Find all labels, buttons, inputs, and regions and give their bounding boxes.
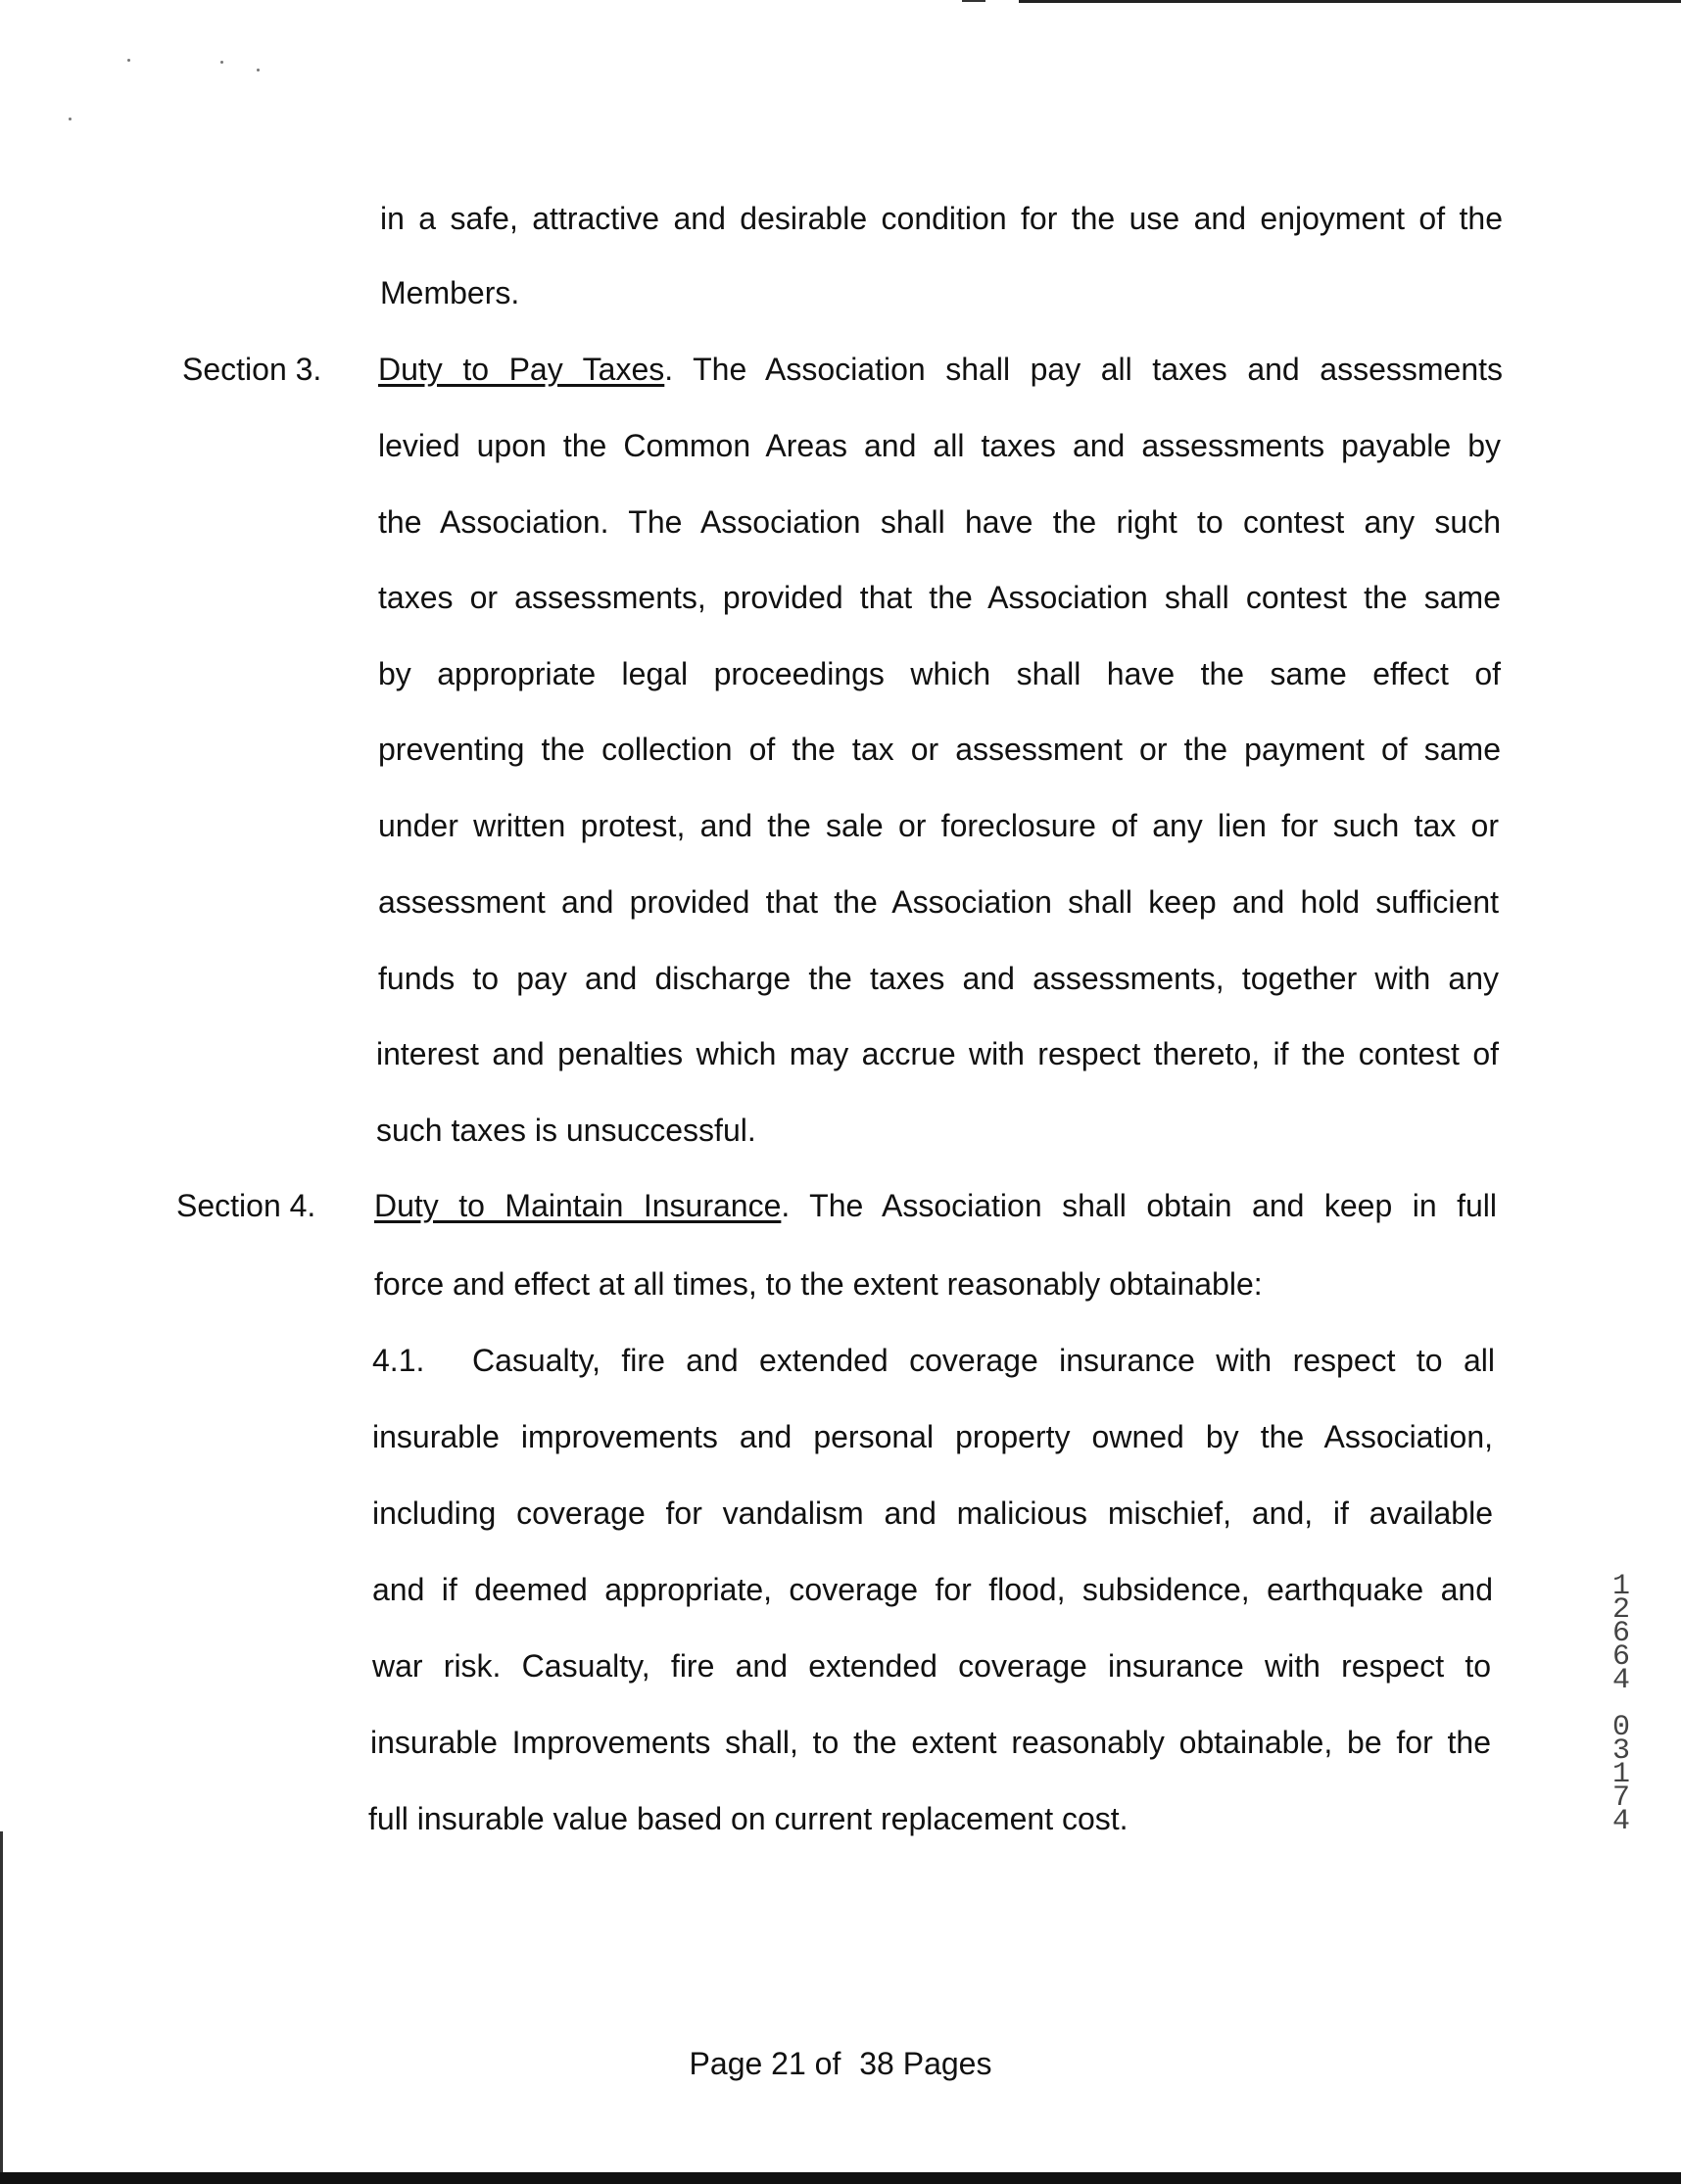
body-text-line: including coverage for vandalism and malicious mischief, and, if available [372, 1496, 1493, 1531]
body-text-line: assessment and provided that the Association shall keep and hold sufficient [378, 884, 1499, 920]
margin-document-number [1607, 1570, 1636, 1838]
body-text-line: insurable Improvements shall, to the extent reasonably obtainable, be for the [370, 1725, 1491, 1760]
stamp-digit: 4 [1611, 1664, 1630, 1697]
body-text-line: taxes or assessments, provided that the Association shall contest the same [378, 580, 1501, 615]
scan-speck [257, 69, 260, 71]
body-text-line: such taxes is unsuccessful. [376, 1113, 756, 1148]
section-4-first-line [374, 1187, 1497, 1224]
section-4-first-line-text: The Association shall obtain and keep in full [790, 1188, 1498, 1223]
scan-edge-bottom [0, 2172, 1681, 2184]
section-3-first-line-text: The Association shall pay all taxes and assessments [673, 352, 1504, 387]
body-text-line: war risk. Casualty, fire and extended coverage insurance with respect to [372, 1648, 1491, 1684]
body-text-line: under written protest, and the sale or foreclosure of any lien for such tax or [378, 808, 1499, 843]
body-text-line: insurable improvements and personal property owned by the Association, [372, 1419, 1493, 1454]
scan-speck [69, 118, 72, 120]
page-number-label: Page 21 of [689, 2046, 841, 2081]
scan-edge-left [0, 1831, 3, 2184]
section-4-label: Section 4. [176, 1188, 316, 1223]
section-3-label: Section 3. [182, 352, 322, 387]
body-text-line: interest and penalties which may accrue with respect thereto, if the contest of [376, 1036, 1499, 1071]
body-text-line: the Association. The Association shall have the right to contest any such [378, 504, 1501, 540]
section-3-heading-punct: . [664, 352, 674, 387]
body-text-line: full insurable value based on current replacement cost. [368, 1801, 1129, 1836]
body-text-line: preventing the collection of the tax or assessment or the payment of same [378, 732, 1501, 767]
page-total-label: 38 Pages [859, 2046, 992, 2081]
scan-speck [127, 59, 130, 62]
stamp-digit: 0 [1611, 1711, 1630, 1744]
stamp-digit: 7 [1611, 1781, 1630, 1815]
section-4-heading: Duty to Maintain Insurance [374, 1188, 782, 1223]
scan-edge-top [1019, 0, 1681, 3]
body-text-line: in a safe, attractive and desirable condition for the use and enjoyment of the [380, 201, 1503, 236]
subsection-4-1-first-line: Casualty, fire and extended coverage insurance with respect to all [472, 1343, 1495, 1378]
page-footer [0, 2045, 1681, 2082]
stamp-digit: 1 [1611, 1758, 1630, 1791]
section-3-first-line [378, 351, 1503, 388]
body-text-line: and if deemed appropriate, coverage for flood, subsidence, earthquake and [372, 1572, 1493, 1607]
stamp-digit: 2 [1611, 1593, 1630, 1627]
stamp-digit: 6 [1611, 1640, 1630, 1674]
body-text-line: Members. [380, 275, 520, 310]
body-text-line: levied upon the Common Areas and all taxes and assessments payable by [378, 428, 1501, 463]
section-4-heading-punct: . [781, 1188, 791, 1223]
subsection-4-1-number: 4.1. [372, 1343, 425, 1378]
scan-mark-top [962, 0, 985, 2]
stamp-digit: 1 [1611, 1570, 1630, 1603]
body-text-line: funds to pay and discharge the taxes and assessments, together with any [378, 961, 1499, 996]
stamp-digit: 3 [1611, 1734, 1630, 1768]
stamp-digit: 6 [1611, 1617, 1630, 1650]
section-3-heading: Duty to Pay Taxes [378, 352, 665, 387]
scan-speck [220, 61, 223, 64]
body-text-line: force and effect at all times, to the extent reasonably obtainable: [374, 1266, 1263, 1302]
body-text-line: by appropriate legal proceedings which shall have the same effect of [378, 656, 1501, 691]
stamp-digit: 4 [1611, 1805, 1630, 1838]
